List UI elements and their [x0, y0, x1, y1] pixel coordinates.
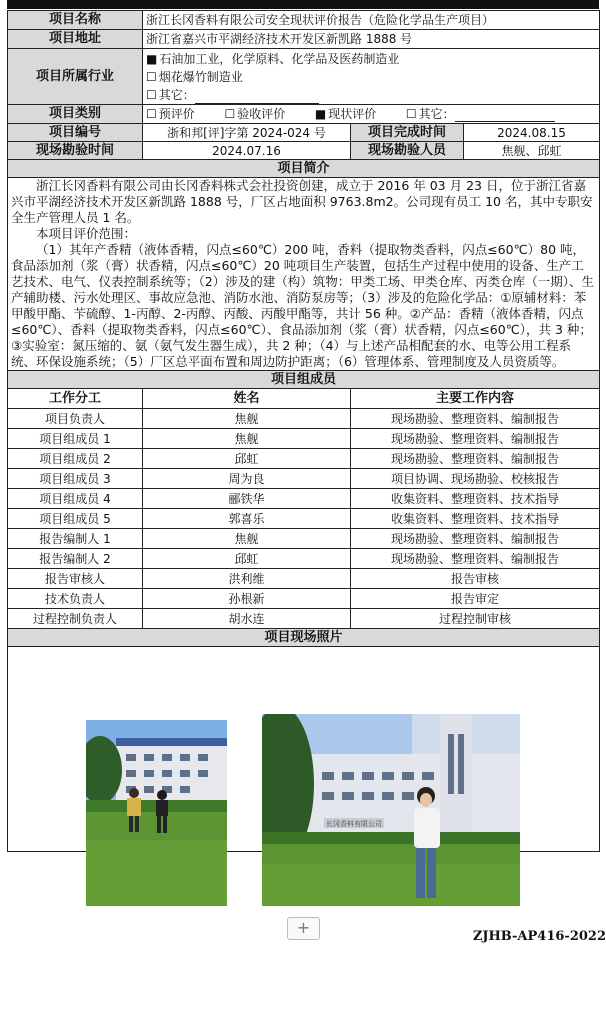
checkbox-empty-icon: ☐ [146, 69, 157, 84]
member-role: 项目组成员 1 [8, 429, 143, 449]
member-work: 现场勘验、整理资料、编制报告 [351, 549, 600, 569]
members-col-work: 主要工作内容 [351, 389, 600, 409]
member-name: 郭喜乐 [143, 509, 351, 529]
building-sign: 长冈香料有限公司 [326, 820, 382, 828]
top-cropped-title-strip [7, 0, 599, 9]
survey-time-value: 2024.07.16 [143, 142, 351, 160]
member-name: 周为良 [143, 469, 351, 489]
member-role: 项目组成员 3 [8, 469, 143, 489]
complete-time-value: 2024.08.15 [464, 124, 600, 142]
industry-option-petrochem: ■ 石油加工业，化学原料、化学品及医药制造业 [146, 51, 400, 66]
member-role: 项目组成员 4 [8, 489, 143, 509]
members-section-title: 项目组成员 [8, 371, 600, 389]
member-role: 技术负责人 [8, 589, 143, 609]
member-row [8, 489, 600, 509]
member-work: 收集资料、整理资料、技术指导 [351, 489, 600, 509]
member-role: 项目负责人 [8, 409, 143, 429]
checkbox-checked-icon: ■ [146, 51, 158, 66]
category-options [143, 105, 600, 124]
members-table-body [8, 409, 600, 629]
member-row [8, 529, 600, 549]
intro-paragraph-2: 本项目评价范围： [36, 226, 137, 241]
site-photo-2-image [262, 714, 520, 906]
member-work: 现场勘验、整理资料、编制报告 [351, 429, 600, 449]
category-label: 项目类别 [8, 105, 143, 124]
project-name-value: 浙江长冈香料有限公司安全现状评价报告（危险化学品生产项目） [143, 11, 600, 30]
category-option-current: ■ 现状评价 [314, 107, 377, 121]
site-photo-2 [262, 714, 520, 906]
member-role: 项目组成员 2 [8, 449, 143, 469]
member-role: 报告审核人 [8, 569, 143, 589]
intro-paragraph-1: 浙江长冈香料有限公司由长冈香料株式会社投资创建，成立于 2016 年 03 月 23 日，位于浙江省嘉兴市平湖经济技术开发区新凯路 1888 号，厂区占地面积 9763.8m2。公司现有员工 10 名，其中专职安全生产管理人员 1 名。 [11, 178, 593, 225]
member-row [8, 469, 600, 489]
intro-paragraph-3: （1）其年产香精（液体香精，闪点≤60℃）200 吨，香料（提取物类香料，闪点≤60℃）80 吨，食品添加剂（浆（膏）状香精，闪点≤60℃）20 吨项目生产装置，包括生产过程中使用的设备、生产工艺技术、电气、仪表控制系统等；（2）涉及的建（构）筑物：甲类工场、甲类仓库、丙类仓库（一期）、生产辅助楼、污水处理区、事故应急池、消防水池、消防泵房等；（3）涉及的危险化学品：①原辅材料：苯甲酸甲酯、苄硫醇、1-丙醇、2-丙醇、丙酸、丙酸甲酯等，共计 56 种。②产品：香精（液体香精，闪点≤60℃）、香料（提取物类香料，闪点≤60℃）、食品添加剂（浆（膏）状香精，闪点≤60℃），共 3 种；③实验室：氮压缩的、氨（氨气发生器生成），共 2 种；（4）与上述产品相配套的水、电等公用工程系统、环保设施系统；（5）厂区总平面布置和周边防护距离；（6）管理体系、管理制度及人员资质等。 [11, 242, 594, 369]
member-row [8, 429, 600, 449]
member-work: 报告审核 [351, 569, 600, 589]
complete-time-label: 项目完成时间 [351, 124, 464, 142]
site-photo-1 [86, 720, 227, 906]
project-number-label: 项目编号 [8, 124, 143, 142]
member-name: 邱虹 [143, 449, 351, 469]
category-option-acceptance: ☐ 验收评价 [224, 107, 286, 121]
member-role: 报告编制人 2 [8, 549, 143, 569]
member-work: 现场勘验、整理资料、编制报告 [351, 449, 600, 469]
category-option-other: ☐ 其它： [406, 107, 555, 121]
project-number-value: 浙和邦[评]字第 2024-024 号 [143, 124, 351, 142]
member-work: 项目协调、现场勘验、校核报告 [351, 469, 600, 489]
industry-label: 项目所属行业 [8, 49, 143, 105]
project-name-label: 项目名称 [8, 11, 143, 30]
member-row [8, 549, 600, 569]
members-col-role: 工作分工 [8, 389, 143, 409]
member-row [8, 609, 600, 629]
member-row [8, 409, 600, 429]
category-option-pre: ☐ 预评价 [146, 107, 195, 121]
industry-option-fireworks: ☐ 烟花爆竹制造业 [146, 69, 243, 84]
document-code: ZJHB-AP416-2022 [472, 929, 606, 944]
checkbox-empty-icon: ☐ [146, 87, 157, 102]
member-role: 过程控制负责人 [8, 609, 143, 629]
member-work: 收集资料、整理资料、技术指导 [351, 509, 600, 529]
project-address-label: 项目地址 [8, 30, 143, 49]
member-work: 现场勘验、整理资料、编制报告 [351, 529, 600, 549]
member-name: 郦铁华 [143, 489, 351, 509]
industry-options [143, 49, 600, 105]
member-name: 洪利维 [143, 569, 351, 589]
member-name: 邱虹 [143, 549, 351, 569]
intro-text [8, 178, 600, 371]
survey-staff-label: 现场勘验人员 [351, 142, 464, 160]
survey-staff-value: 焦舰、邱虹 [464, 142, 600, 160]
member-name: 焦舰 [143, 429, 351, 449]
member-name: 焦舰 [143, 529, 351, 549]
members-col-name: 姓名 [143, 389, 351, 409]
member-work: 报告审定 [351, 589, 600, 609]
intro-section-title: 项目简介 [8, 160, 600, 178]
site-photo-1-image [86, 720, 227, 906]
member-name: 孙根新 [143, 589, 351, 609]
member-row [8, 569, 600, 589]
member-name: 胡水连 [143, 609, 351, 629]
member-row [8, 589, 600, 609]
member-name: 焦舰 [143, 409, 351, 429]
add-button[interactable]: + [287, 917, 320, 940]
photos-section-title: 项目现场照片 [8, 629, 600, 647]
survey-time-label: 现场勘验时间 [8, 142, 143, 160]
member-role: 报告编制人 1 [8, 529, 143, 549]
project-address-value: 浙江省嘉兴市平湖经济技术开发区新凯路 1888 号 [143, 30, 600, 49]
member-work: 过程控制审核 [351, 609, 600, 629]
member-role: 项目组成员 5 [8, 509, 143, 529]
member-work: 现场勘验、整理资料、编制报告 [351, 409, 600, 429]
member-row [8, 449, 600, 469]
industry-option-other: ☐ 其它： [146, 86, 596, 104]
member-row [8, 509, 600, 529]
